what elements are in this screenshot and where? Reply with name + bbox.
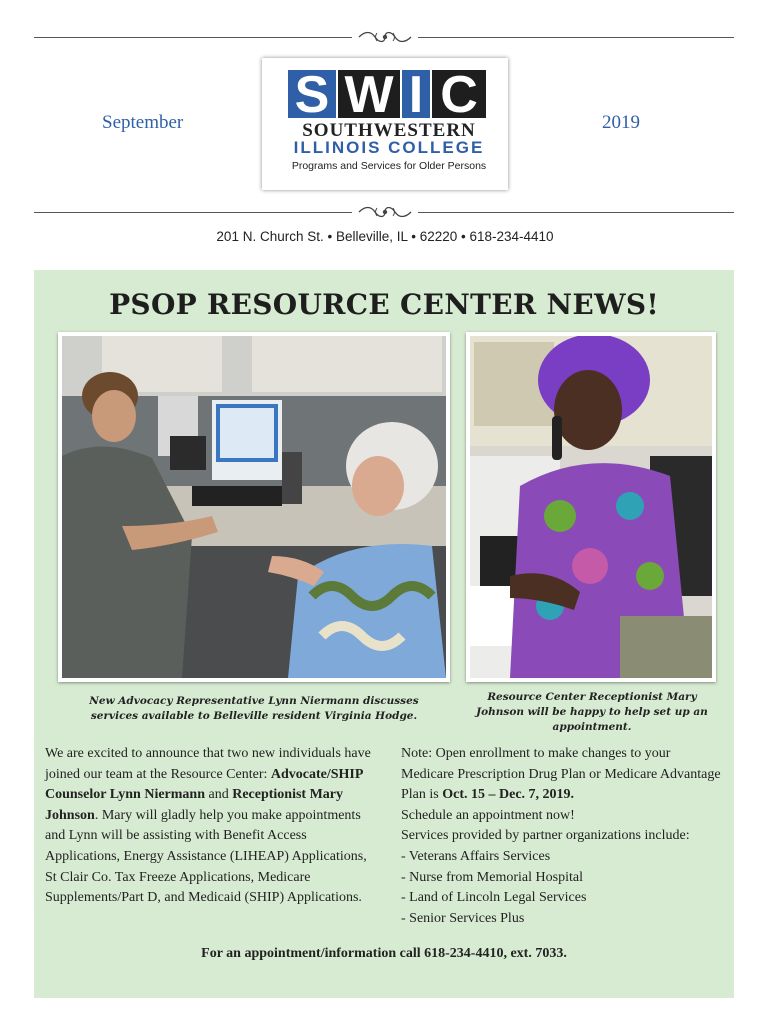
contact-line: For an appointment/information call 618-234-4410, ext. 7033. (201, 946, 567, 961)
announcement-details: . Mary will gladly help you make appointments and Lynn will be assisting with Benefit Access Applications, Energy Assistance (LIHEAP) Applications, St Clair Co. Tax Freeze Applications, Medicare Supplements/Part D, and Medicaid (SHIP) Applications. (45, 807, 367, 906)
top-rule-right (418, 37, 734, 38)
svg-text:C: C (440, 68, 478, 120)
logo-tagline: Programs and Services for Older Persons (291, 160, 487, 172)
photo-right-frame (466, 332, 716, 682)
photo-right-caption: Resource Center Receptionist Mary Johnson will be happy to help set up an appointment. (476, 691, 708, 733)
announcement-text (45, 744, 371, 909)
svg-text:I: I (408, 68, 424, 120)
flourish-ornament-top (355, 29, 415, 45)
connector-and: and (208, 787, 229, 803)
logo-line-illinois-college: ILLINOIS COLLEGE (293, 138, 485, 157)
photo-left-caption: New Advocacy Representative Lynn Niermann discusses services available to Belleville resident Virginia Hodge. (89, 695, 419, 722)
swic-letters-graphic (288, 68, 488, 120)
schedule-prompt: Schedule an appointment now! (401, 807, 575, 823)
staff-name-mary: Receptionist Mary Johnson (45, 787, 344, 823)
issue-year: 2019 (602, 112, 640, 133)
photo-left-frame (58, 332, 450, 682)
enrollment-notice (401, 744, 721, 929)
address-line: 201 N. Church St. • Belleville, IL • 62220 • 618-234-4410 (216, 229, 554, 244)
enrollment-dates: Oct. 15 – Dec. 7, 2019. (442, 787, 575, 803)
staff-name-lynn: Advocate/SHIP Counselor Lynn Niermann (45, 766, 363, 803)
mid-rule-left (34, 212, 352, 213)
photo-office-consultation (62, 336, 446, 678)
swic-logo (262, 58, 508, 190)
services-intro: Services provided by partner organizations include: (401, 828, 690, 844)
issue-month: September (102, 112, 184, 133)
service-item-legal: - Land of Lincoln Legal Services (401, 890, 587, 906)
mid-rule-right (418, 212, 734, 213)
announcement-intro: We are excited to announce that two new individuals have joined our team at the Resource Center: (45, 746, 371, 782)
enrollment-note: Note: Open enrollment to make changes to your Medicare Prescription Drug Plan or Medicare Advantage Plan is (401, 746, 721, 803)
news-panel (34, 270, 734, 998)
service-item-nurse: - Nurse from Memorial Hospital (401, 869, 583, 885)
page-title: PSOP RESOURCE CENTER NEWS! (109, 288, 659, 321)
svg-text:W: W (344, 68, 394, 120)
top-rule-left (34, 37, 352, 38)
service-item-senior: - Senior Services Plus (401, 910, 525, 926)
flourish-ornament-bottom (355, 204, 415, 220)
svg-text:S: S (294, 68, 330, 120)
logo-line-southwestern: SOUTHWESTERN (302, 120, 476, 141)
service-item-veterans: - Veterans Affairs Services (401, 848, 551, 864)
photo-receptionist-phone (470, 336, 712, 678)
